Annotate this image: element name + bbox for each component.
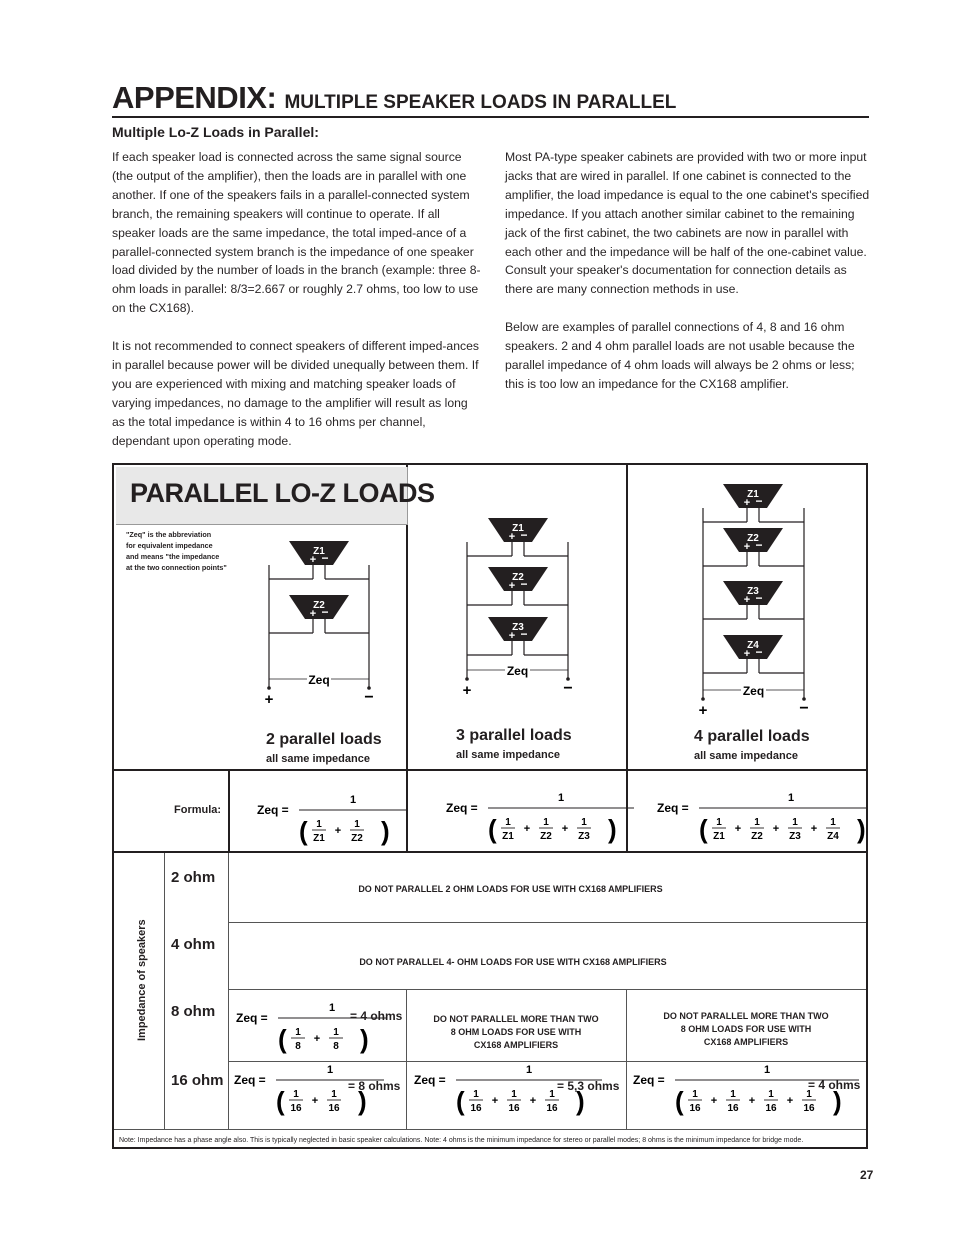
denominator: Z2 xyxy=(540,831,552,842)
plus-sign: + xyxy=(810,823,818,835)
row-label-2ohm: 2 ohm xyxy=(171,869,216,886)
zeq-note-line: "Zeq" is the abbreviation xyxy=(126,530,212,539)
plus-sign: + xyxy=(786,1095,794,1107)
result-8ohm: = 4 ohms xyxy=(350,1009,403,1023)
zeq-label: Zeq xyxy=(742,684,765,698)
numerator: 1 xyxy=(511,1089,517,1100)
wiring-diagrams xyxy=(114,465,866,769)
warning-line: DO NOT PARALLEL MORE THAN TWO xyxy=(663,1011,829,1021)
warning-2ohm: DO NOT PARALLEL 2 OHM LOADS FOR USE WITH CX168 AMPLIFIERS xyxy=(358,884,663,894)
paren: ) xyxy=(381,816,390,846)
three-load-diagram xyxy=(463,518,573,699)
numerator: 1 xyxy=(716,817,722,828)
zeq-note-line: for equivalent impedance xyxy=(126,541,213,550)
caption-sub: all same impedance xyxy=(694,750,798,762)
footnote: Note: Impedance has a phase angle also. This is typically neglected in basic speaker calculations. Note: 4 ohms is the minimum impedance for stereo or parallel modes; 8 ohms is the minimum impedance for bridge mode. xyxy=(119,1137,804,1144)
denominator: Z1 xyxy=(713,831,725,842)
paren: ( xyxy=(488,814,497,844)
paragraph: If each speaker load is connected across the same signal source (the output of the amplifier), then the loads are in parallel with one another. If one of the speakers fails in a parallel-connected system branch, the remaining speakers will continue to operate. If all speaker loads are the same impedance, the total imped-ance of a parallel-connected system branch is the impedance of one speaker load divided by the number of loads in the branch (example: three 8-ohm loads in parallel: 8/3=2.667 or roughly 2.7 ohms, too low to use on the CX168). xyxy=(112,150,481,316)
zeq-label: Zeq xyxy=(506,664,529,678)
minus-terminal: − xyxy=(520,627,528,641)
numerator: 1 xyxy=(505,817,511,828)
row-label-16ohm: 16 ohm xyxy=(171,1072,224,1089)
speaker-label: Z2 xyxy=(512,572,524,583)
caption-3-loads: 3 parallel loads xyxy=(456,727,572,744)
minus-sign: − xyxy=(799,700,809,717)
warning-line: CX168 AMPLIFIERS xyxy=(703,1037,789,1047)
numerator: 1 xyxy=(543,817,549,828)
plus-terminal: + xyxy=(743,497,751,509)
plus-sign: + xyxy=(561,823,569,835)
paragraph: Below are examples of parallel connections of 4, 8 and 16 ohm speakers. 2 and 4 ohm parallel loads are not usable because the parallel impedance of 4 ohm loads will always be 2 ohms or less; this is too low an impedance for the CX168 amplifier. xyxy=(505,320,855,391)
paren: ( xyxy=(276,1086,285,1116)
minus-terminal: − xyxy=(755,494,763,508)
caption-4-loads: 4 parallel loads xyxy=(694,728,810,745)
numerator: 1 xyxy=(754,817,760,828)
denominator: Z2 xyxy=(751,831,763,842)
denominator: 16 xyxy=(765,1103,777,1114)
plus-terminal: + xyxy=(743,648,751,660)
result-16ohm-4: = 4 ohms xyxy=(808,1078,861,1092)
speaker-label: Z1 xyxy=(512,523,524,534)
left-column xyxy=(112,148,482,469)
numerator: 1 xyxy=(549,1089,555,1100)
plus-sign: + xyxy=(710,1095,718,1107)
plus-terminal: + xyxy=(508,531,516,543)
numerator: 1 xyxy=(763,1064,771,1076)
minus-terminal: − xyxy=(520,577,528,591)
denominator: 16 xyxy=(470,1103,482,1114)
numerator: 1 xyxy=(293,1089,299,1100)
denominator: 16 xyxy=(727,1103,739,1114)
plus-sign: + xyxy=(734,823,742,835)
plus-sign: + xyxy=(772,823,780,835)
paren: ) xyxy=(360,1024,369,1054)
result-16ohm-3: = 5,3 ohms xyxy=(557,1079,620,1093)
speaker-label: Z3 xyxy=(747,586,759,597)
plus-terminal: + xyxy=(743,594,751,606)
denominator: Z1 xyxy=(313,833,325,844)
impedance-axis-label: Impedance of speakers xyxy=(136,919,148,1041)
minus-sign: − xyxy=(364,689,374,706)
numerator: 1 xyxy=(316,819,322,830)
paragraph: Most PA-type speaker cabinets are provided with two or more input jacks that are wired in parallel. If one cabinet is connected to the amplifier, the load impedance is equal to the one cabinet's specified impedance. If you attach another similar cabinet to the remaining jack of the first cabinet, the two cabinets are now in parallel with each other and the impedance will be half of the one-cabinet value. Consult your speaker's documentation for connection details as there are many connection methods in use. xyxy=(505,150,870,297)
paren: ( xyxy=(456,1086,465,1116)
caption-2-loads: 2 parallel loads xyxy=(266,731,382,748)
page-number: 27 xyxy=(860,1168,874,1182)
minus-terminal: − xyxy=(520,528,528,542)
minus-sign: − xyxy=(563,680,573,697)
formulas xyxy=(114,771,866,851)
numerator: 1 xyxy=(787,792,795,804)
paren: ( xyxy=(675,1086,684,1116)
numerator: 1 xyxy=(354,819,360,830)
numerator: 1 xyxy=(473,1089,479,1100)
numerator: 1 xyxy=(328,1002,336,1014)
warning-line: 8 OHM LOADS FOR USE WITH xyxy=(450,1027,582,1037)
paren: ) xyxy=(358,1086,367,1116)
denominator: Z4 xyxy=(827,831,839,842)
zeq-note-line: at the two connection points" xyxy=(126,563,227,572)
plus-sign: + xyxy=(311,1095,319,1107)
warning-line: DO NOT PARALLEL MORE THAN TWO xyxy=(433,1014,599,1024)
zeq-symbol: Zeq = xyxy=(657,801,689,815)
denominator: 16 xyxy=(546,1103,558,1114)
denominator: 16 xyxy=(689,1103,701,1114)
zeq-symbol: Zeq = xyxy=(414,1073,446,1087)
minus-terminal: − xyxy=(321,605,329,619)
title-rule xyxy=(112,116,869,118)
minus-terminal: − xyxy=(755,538,763,552)
numerator: 1 xyxy=(331,1089,337,1100)
formula-label: Formula: xyxy=(174,804,222,816)
numerator: 1 xyxy=(768,1089,774,1100)
plus-sign: + xyxy=(264,691,274,708)
zeq-note-line: and means "the impedance xyxy=(126,552,220,561)
zeq-symbol: Zeq = xyxy=(633,1073,665,1087)
plus-terminal: + xyxy=(309,554,317,566)
speaker-label: Z2 xyxy=(747,533,759,544)
speaker-label: Z2 xyxy=(313,600,325,611)
denominator: 8 xyxy=(295,1041,301,1052)
speaker-label: Z1 xyxy=(747,489,759,500)
plus-sign: + xyxy=(462,682,472,699)
plus-terminal: + xyxy=(508,630,516,642)
zeq-symbol: Zeq = xyxy=(234,1073,266,1087)
zeq-label: Zeq xyxy=(308,673,330,687)
caption-sub: all same impedance xyxy=(456,749,560,761)
row-label-4ohm: 4 ohm xyxy=(171,936,216,953)
right-column xyxy=(505,148,875,413)
section-heading: Multiple Lo-Z Loads in Parallel: xyxy=(112,124,319,140)
numerator: 1 xyxy=(295,1027,301,1038)
minus-terminal: − xyxy=(755,591,763,605)
terminal-dot xyxy=(465,677,469,681)
minus-terminal: − xyxy=(321,551,329,565)
zeq-symbol: Zeq = xyxy=(446,801,478,815)
zeq-symbol: Zeq = xyxy=(257,803,289,817)
denominator: 16 xyxy=(290,1103,302,1114)
denominator: 16 xyxy=(328,1103,340,1114)
numerator: 1 xyxy=(349,794,357,806)
results xyxy=(114,989,866,1129)
plus-sign: + xyxy=(748,1095,756,1107)
numerator: 1 xyxy=(692,1089,698,1100)
numerator: 1 xyxy=(806,1089,812,1100)
paren: ) xyxy=(576,1086,585,1116)
paren: ( xyxy=(299,816,308,846)
numerator: 1 xyxy=(730,1089,736,1100)
plus-terminal: + xyxy=(743,541,751,553)
numerator: 1 xyxy=(557,792,565,804)
grid-line xyxy=(228,922,866,923)
plus-sign: + xyxy=(491,1095,499,1107)
caption-sub: all same impedance xyxy=(266,753,370,765)
warning-line: CX168 AMPLIFIERS xyxy=(473,1040,559,1050)
speaker-label: Z3 xyxy=(512,622,524,633)
table-title: PARALLEL LO-Z LOADS xyxy=(130,478,435,508)
numerator: 1 xyxy=(333,1027,339,1038)
result-16ohm-2: = 8 ohms xyxy=(348,1079,401,1093)
denominator: 16 xyxy=(803,1103,815,1114)
minus-terminal: − xyxy=(755,645,763,659)
numerator: 1 xyxy=(792,817,798,828)
grid-line xyxy=(114,851,866,853)
plus-sign: + xyxy=(523,823,531,835)
denominator: Z3 xyxy=(578,831,590,842)
plus-sign: + xyxy=(334,825,342,837)
numerator: 1 xyxy=(525,1064,533,1076)
parallel-loads-table xyxy=(112,463,868,1149)
row-label-8ohm: 8 ohm xyxy=(171,1003,216,1020)
warning-4ohm: DO NOT PARALLEL 4- OHM LOADS FOR USE WITH CX168 AMPLIFIERS xyxy=(359,957,667,967)
plus-terminal: + xyxy=(309,608,317,620)
paragraph: It is not recommended to connect speakers of different imped-ances in parallel because power will be divided unequally between them. If you are experienced with mixing and matching speaker loads of varying impedances, no damage to the amplifier will result as long as the total impedance is within 4 to 16 ohms per channel, dependant upon operating mode. xyxy=(112,339,479,448)
terminal-dot xyxy=(701,697,705,701)
four-load-diagram xyxy=(699,484,809,719)
paren: ( xyxy=(278,1024,287,1054)
speaker-label: Z1 xyxy=(313,546,325,557)
denominator: Z3 xyxy=(789,831,801,842)
grid-line xyxy=(114,1129,866,1130)
zeq-symbol: Zeq = xyxy=(236,1011,268,1025)
numerator: 1 xyxy=(326,1064,334,1076)
numerator: 1 xyxy=(581,817,587,828)
denominator: Z2 xyxy=(351,833,363,844)
paren: ( xyxy=(699,814,708,844)
plus-sign: + xyxy=(313,1033,321,1045)
numerator: 1 xyxy=(830,817,836,828)
paren: ) xyxy=(608,814,617,844)
paren: ) xyxy=(833,1086,842,1116)
paren: ) xyxy=(857,814,866,844)
speaker-label: Z4 xyxy=(747,640,759,651)
denominator: 8 xyxy=(333,1041,339,1052)
plus-terminal: + xyxy=(508,580,516,592)
denominator: 16 xyxy=(508,1103,520,1114)
two-load-diagram xyxy=(265,541,374,708)
page-title: APPENDIX: MULTIPLE SPEAKER LOADS IN PARALLEL xyxy=(112,80,677,115)
plus-sign: + xyxy=(529,1095,537,1107)
terminal-dot xyxy=(267,686,271,690)
denominator: Z1 xyxy=(502,831,514,842)
plus-sign: + xyxy=(698,702,708,719)
warning-line: 8 OHM LOADS FOR USE WITH xyxy=(680,1024,812,1034)
